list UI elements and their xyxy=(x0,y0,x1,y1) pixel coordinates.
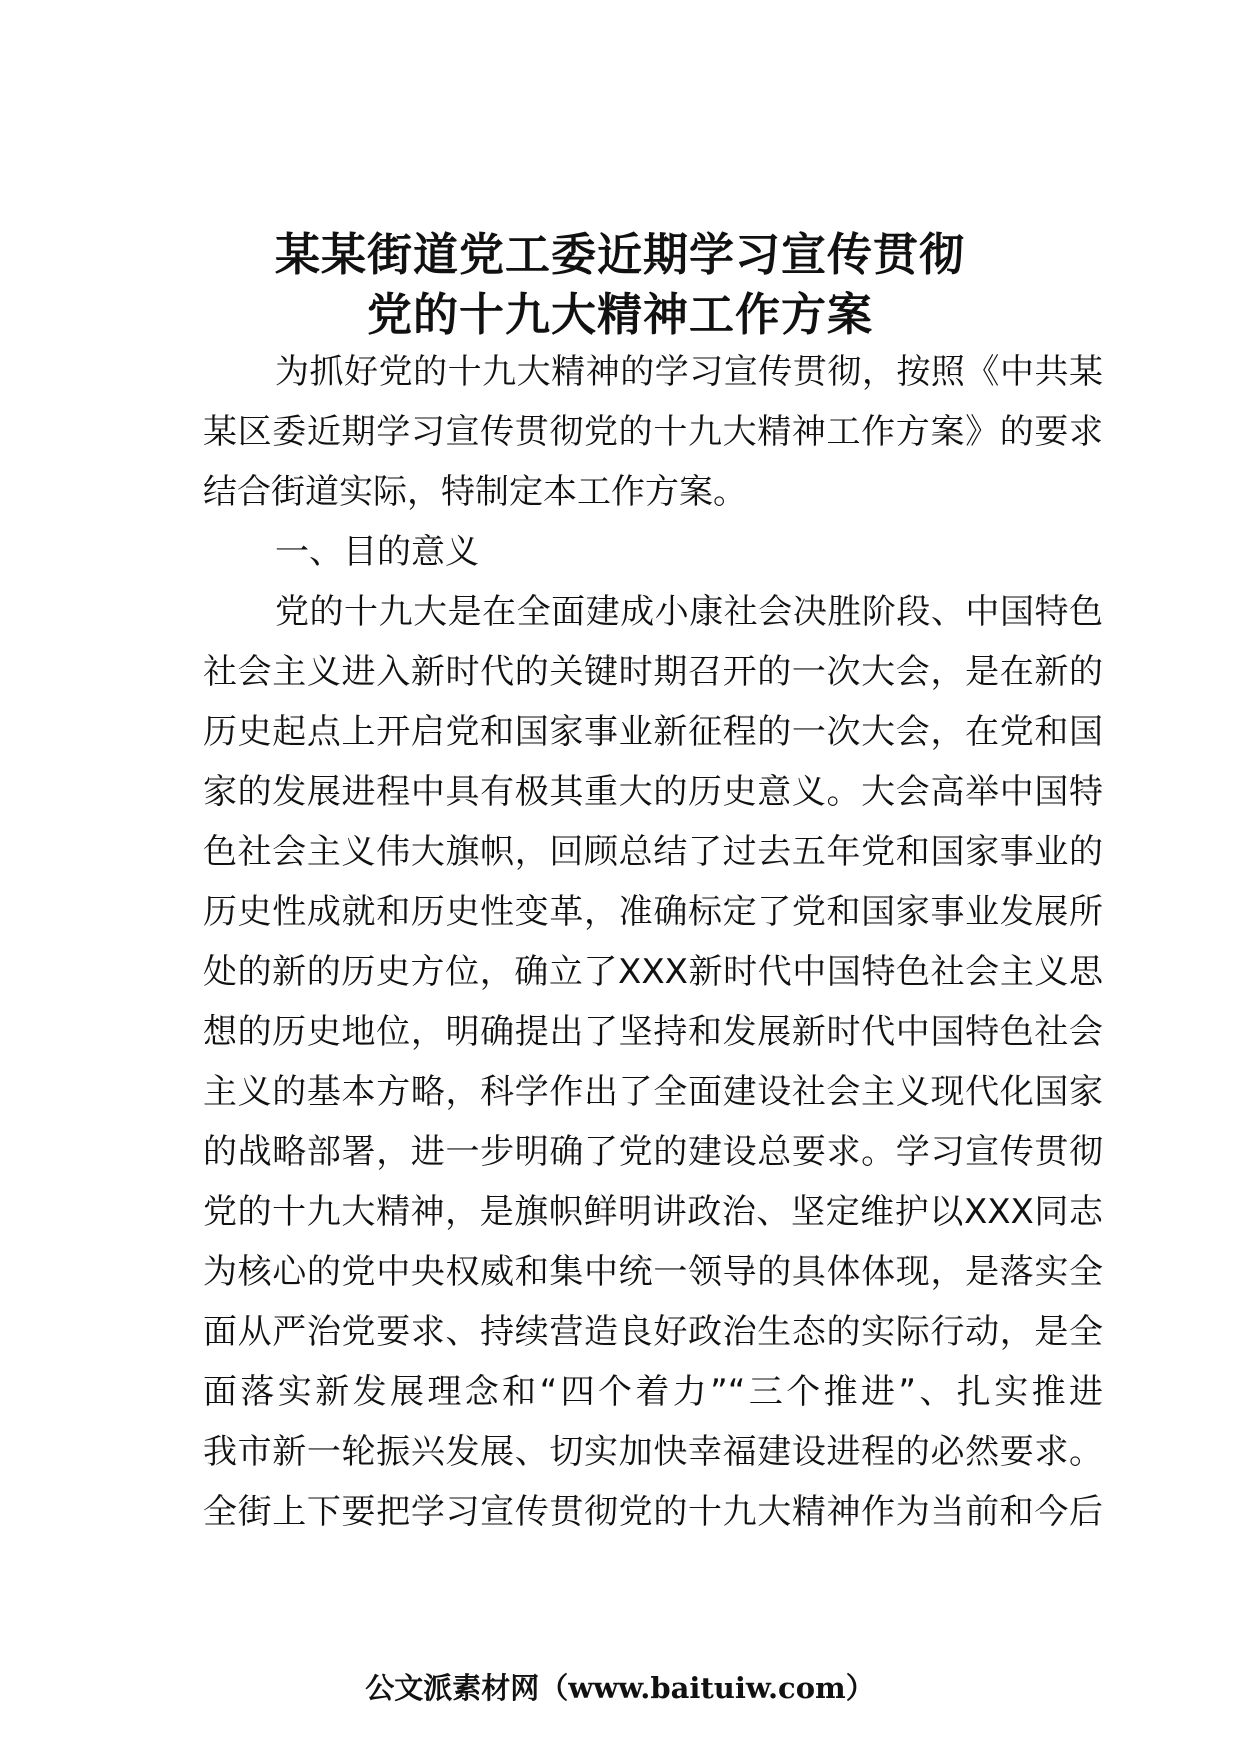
document-title-line-1: 某某街道党工委近期学习宣传贯彻 xyxy=(274,228,965,281)
paragraph-line: 我市新一轮振兴发展、切实加快幸福建设进程的必然要求。 xyxy=(203,1432,1103,1472)
paragraph-line: 党的十九大精神，是旗帜鲜明讲政治、坚定维护以XXX同志 xyxy=(203,1192,1103,1232)
paragraph-line: 社会主义进入新时代的关键时期召开的一次大会，是在新的 xyxy=(203,652,1103,692)
footer-watermark: 公文派素材网（www.baituiw.com） xyxy=(365,1671,875,1705)
paragraph-line: 结合街道实际，特制定本工作方案。 xyxy=(203,472,747,512)
paragraph-line: 面落实新发展理念和“四个着力”“三个推进”、扎实推进 xyxy=(203,1372,1103,1412)
paragraph-line: 的战略部署，进一步明确了党的建设总要求。学习宣传贯彻 xyxy=(203,1132,1103,1172)
paragraph-line: 色社会主义伟大旗帜，回顾总结了过去五年党和国家事业的 xyxy=(203,832,1103,872)
section-heading: 一、目的意义 xyxy=(275,532,479,572)
paragraph-line: 历史性成就和历史性变革，准确标定了党和国家事业发展所 xyxy=(203,892,1103,932)
paragraph-line: 面从严治党要求、持续营造良好政治生态的实际行动，是全 xyxy=(203,1312,1103,1352)
paragraph-line: 某区委近期学习宣传贯彻党的十九大精神工作方案》的要求 xyxy=(203,412,1103,452)
paragraph-line: 主义的基本方略，科学作出了全面建设社会主义现代化国家 xyxy=(203,1072,1103,1112)
paragraph-line: 为抓好党的十九大精神的学习宣传贯彻，按照《中共某 xyxy=(275,352,1103,392)
paragraph-line: 家的发展进程中具有极其重大的历史意义。大会高举中国特 xyxy=(203,772,1103,812)
paragraph-line: 党的十九大是在全面建成小康社会决胜阶段、中国特色 xyxy=(275,592,1103,632)
document-body xyxy=(203,342,1103,1542)
paragraph-line: 处的新的历史方位，确立了XXX新时代中国特色社会主义思 xyxy=(203,952,1103,992)
paragraph-line: 想的历史地位，明确提出了坚持和发展新时代中国特色社会 xyxy=(203,1012,1103,1052)
document-title-line-2: 党的十九大精神工作方案 xyxy=(366,288,873,341)
paragraph-line: 历史起点上开启党和国家事业新征程的一次大会，在党和国 xyxy=(203,712,1103,752)
paragraph-line: 全街上下要把学习宣传贯彻党的十九大精神作为当前和今后 xyxy=(203,1492,1103,1532)
paragraph-line: 为核心的党中央权威和集中统一领导的具体体现，是落实全 xyxy=(203,1252,1103,1292)
